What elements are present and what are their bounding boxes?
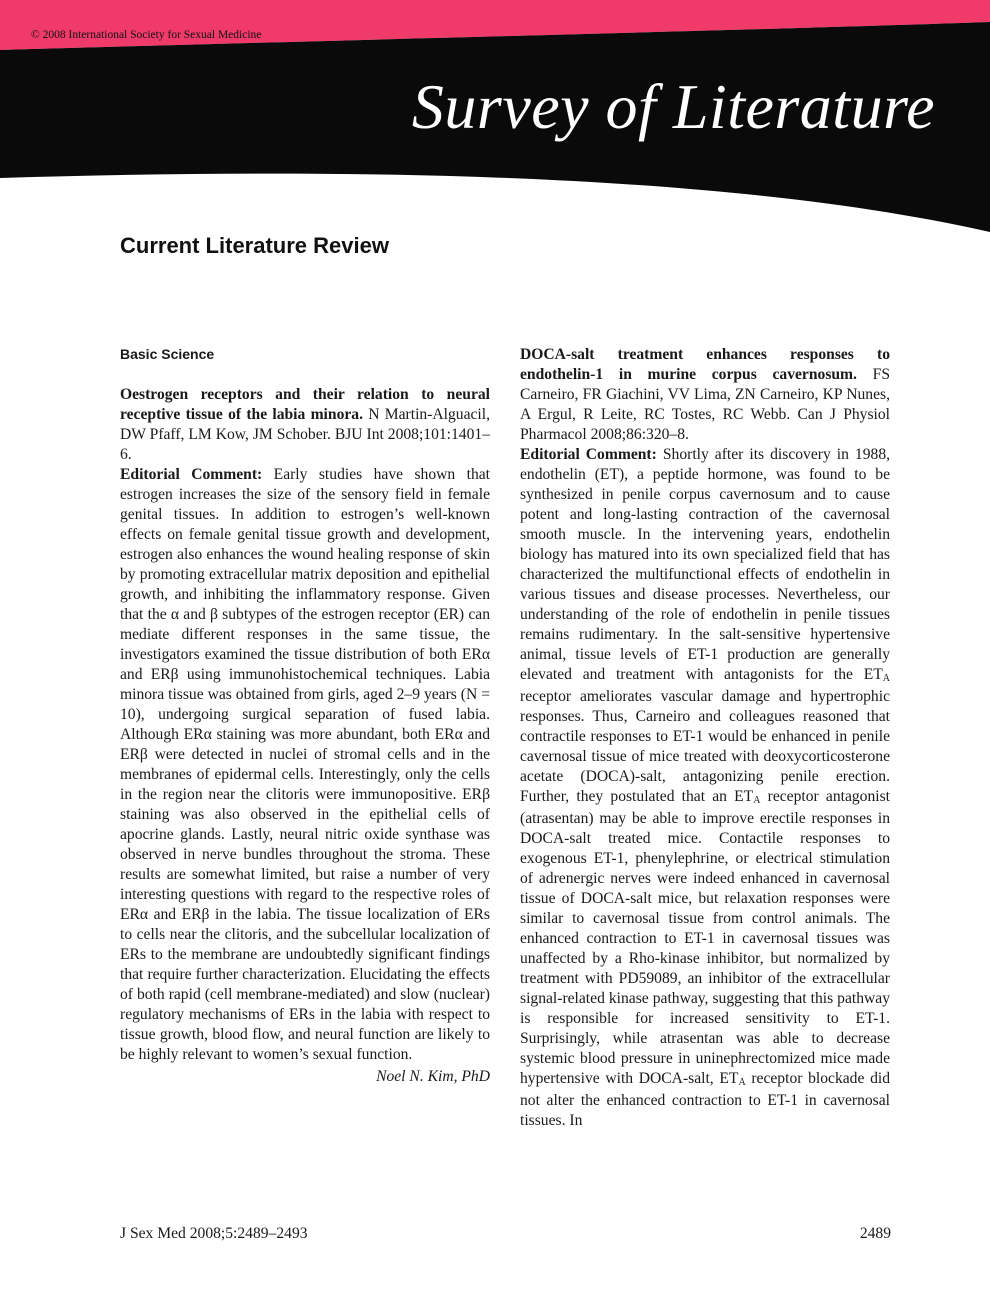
article-2-comment (520, 445, 890, 1131)
copyright-notice: © 2008 International Society for Sexual Medicine (31, 29, 262, 41)
article-2-comment-part-2: receptor ameliorates vascular damage and hypertrophic responses. Thus, Carneiro and colleagues reasoned that contractile responses to ET-1 would be enhanced in penile cavernosal tissue of mice treated with deoxycorticosterone acetate (DOCA)-salt, antagonizing penile erection. Further, they postulated that an ET (520, 688, 890, 805)
article-2-comment-part-3: receptor antagonist (atrasentan) may be able to improve erectile responses in DOCA-salt treated mice. Contactile responses to exogenous ET-1, phenylephrine, or electrical stimulation of adrenergic nerves were indeed enhanced in cavernosal tissue of DOCA-salt mice, but relaxation responses were similar to cavernosal tissue from control animals. The enhanced contraction to ET-1 in cavernosal tissues was unaffected by a Rho-kinase inhibitor, but normalized by treatment with PD59089, an inhibitor of the extracellular signal-related kinase pathway, suggesting that this pathway is responsible for increased sensitivity to ET-1. Surprisingly, while atrasentan was able to decrease systemic blood pressure in uninephrectomized mice made hypertensive with DOCA-salt, ET (520, 788, 890, 1087)
page-number: 2489 (859, 1225, 891, 1242)
journal-section-title: Survey of Literature (411, 71, 935, 142)
article-1-comment (120, 465, 490, 1065)
article-2-comment-part-1: Shortly after its discovery in 1988, endothelin (ET), a peptide hormone, was found to be synthesized in penile corpus cavernosum and to cause potent and long-lasting contraction of the cavernosal smooth muscle. In the intervening years, endothelin biology has matured into its own specialized field that has characterized the multifunctional effects of endothelin in various tissues and disease processes. Nevertheless, our understanding of the role of endothelin in penile tissues remains rudimentary. In the salt-sensitive hypertensive animal, tissue levels of ET-1 production are generally elevated and treatment with antagonists for the ET (520, 446, 891, 683)
category-heading: Basic Science (120, 346, 215, 362)
article-1-comment-label: Editorial Comment: (120, 466, 263, 483)
right-column (520, 345, 890, 1131)
article-1-comment-text: Early studies have shown that estrogen increases the size of the sensory field in female genital tissues. In addition to estrogen’s well-known effects on female genital tissue growth and development, estrogen also enhances the wound healing response of skin by promoting extracellular matrix deposition and epithelial growth, and inhibiting the inflammatory response. Given that the α and β subtypes of the estrogen receptor (ER) can mediate different responses in the same tissue, the investigators examined the tissue distribution of both ERα and ERβ using immunohistochemical techniques. Labia minora tissue was obtained from girls, aged 2–9 years (N = 10), undergoing surgical separation of fused labia. Although ERα staining was more abundant, both ERα and ERβ were detected in nuclei of stromal cells and in the membranes of epidermal cells. Interestingly, only the cells in the region near the clitoris were immunopositive. ERβ staining was also observed in the epithelial cells of apocrine glands. Lastly, neural nitric oxide synthase was observed in nerve bundles throughout the stroma. These results are somewhat limited, but raise a number of very interesting questions with regard to the respective roles of ERα and ERβ in the labia. The tissue localization of ERs to cells near the clitoris, and the subcellular localization of ERs to the membrane are undoubtedly significant findings that require further characterization. Elucidating the effects of both rapid (cell membrane-mediated) and slow (nuclear) regulatory mechanisms of ERs in the labia with respect to tissue growth, blood flow, and neural function are likely to be highly relevant to women’s sexual function. (120, 466, 490, 1063)
article-2-comment-label: Editorial Comment: (520, 446, 657, 463)
article-2-comment-part-4: receptor blockade did not alter the enhanced contraction to ET-1 in cavernosal tissues. In (520, 1070, 891, 1129)
article-1-signature: Noel N. Kim, PhD (376, 1068, 490, 1085)
article-2 (520, 345, 890, 445)
subscript-a-1: A (882, 673, 890, 684)
journal-reference: J Sex Med 2008;5:2489–2493 (120, 1225, 308, 1242)
article-2-title: DOCA-salt treatment enhances responses to endothelin-1 in murine corpus cavernosum. (520, 346, 890, 383)
page-title: Current Literature Review (120, 233, 389, 258)
article-1-citation: N Martin-Alguacil, DW Pfaff, LM Kow, JM Schober. BJU Int 2008;101:1401–6. (120, 406, 490, 463)
article-1 (120, 385, 490, 465)
subscript-a-2: A (753, 795, 761, 806)
article-1-title: Oestrogen receptors and their relation to neural receptive tissue of the labia minora. (120, 386, 490, 423)
article-2-citation: FS Carneiro, FR Giachini, VV Lima, ZN Carneiro, KP Nunes, A Ergul, R Leite, RC Tostes, RC Webb. Can J Physiol Pharmacol 2008;86:320–8. (520, 366, 890, 443)
subscript-a-3: A (738, 1077, 746, 1088)
left-column (120, 345, 490, 1087)
